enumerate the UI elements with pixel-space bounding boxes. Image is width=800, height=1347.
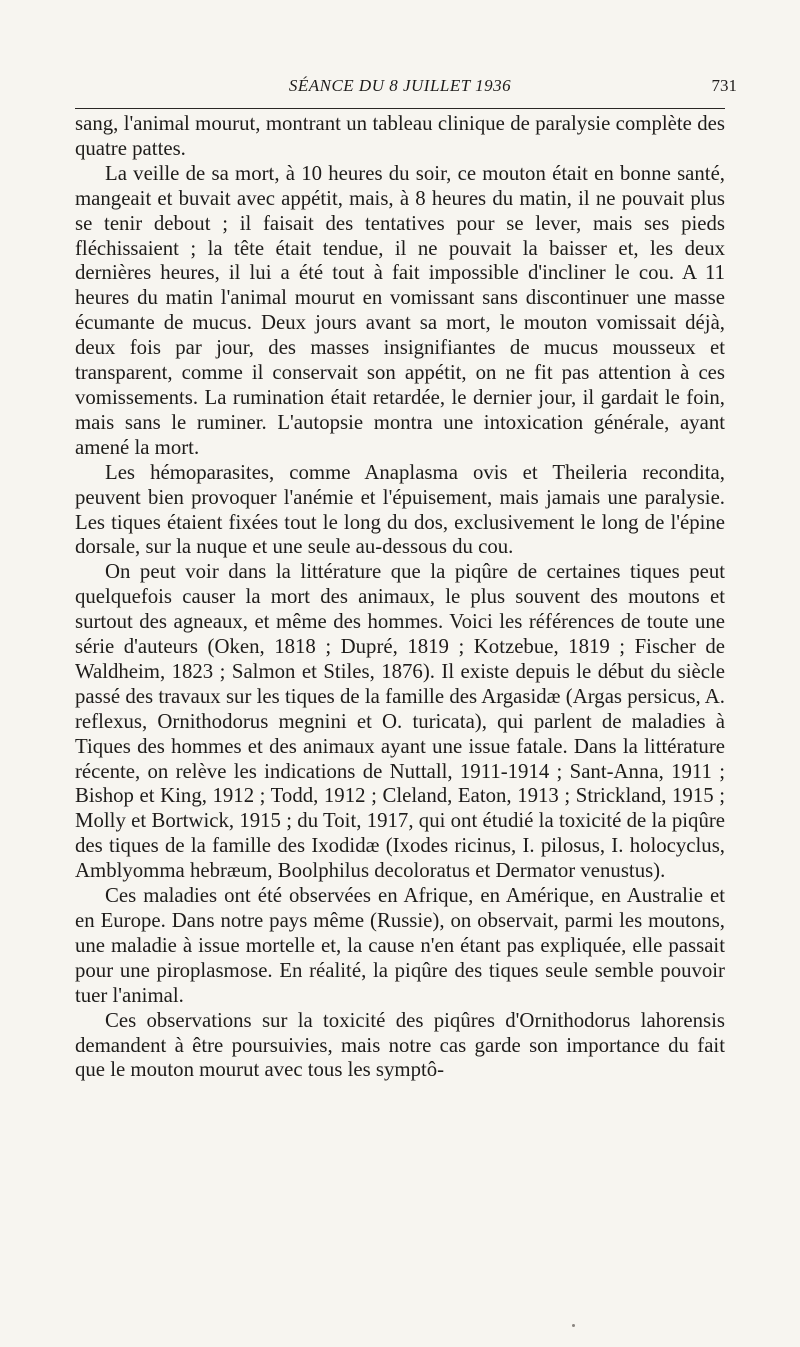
- paragraph-3: Les hémoparasites, comme Anaplasma ovis et Theileria recondita, peuvent bien provoquer l'anémie et l'épuisement, mais jamais une paralysie. Les tiques étaient fixées tout le long du dos, exclusivement le long de l'épine dorsale, sur la nuque et une seule au-dessous du cou.: [75, 460, 725, 559]
- page-header: [75, 72, 737, 102]
- running-title: SÉANCE DU 8 JUILLET 1936: [288, 76, 512, 95]
- paragraph-4: On peut voir dans la littérature que la piqûre de certaines tiques peut quelquefois causer la mort des animaux, le plus souvent des moutons et surtout des agneaux, et même des hommes. Voici les références de toute une série d'auteurs (Oken, 1818 ; Dupré, 1819 ; Kotzebue, 1819 ; Fischer de Waldheim, 1823 ; Salmon et Stiles, 1876). Il existe depuis le début du siècle passé des travaux sur les tiques de la famille des Argasidæ (Argas persicus, A. reflexus, Ornithodorus megnini et O. turicata), qui parlent de maladies à Tiques des hommes et des animaux ayant une issue fatale. Dans la littérature récente, on relève les indications de Nuttall, 1911-1914 ; Sant-Anna, 1911 ; Bishop et King, 1912 ; Todd, 1912 ; Cleland, Eaton, 1913 ; Strickland, 1915 ; Molly et Bortwick, 1915 ; du Toit, 1917, qui ont étudié la toxicité de la piqûre des tiques de la famille des Ixodidæ (Ixodes ricinus, I. pilosus, I. holocyclus, Amblyomma hebræum, Boolphilus decoloratus et Dermator venustus).: [75, 560, 725, 883]
- paper-speck: [572, 1324, 575, 1327]
- paragraph-1: sang, l'animal mourut, montrant un tableau clinique de paralysie complète des quatre pattes.: [75, 112, 725, 160]
- body-text: [75, 112, 725, 1083]
- page-number: 731: [711, 76, 737, 95]
- paragraph-2: La veille de sa mort, à 10 heures du soir, ce mouton était en bonne santé, mangeait et buvait avec appétit, mais, à 8 heures du matin, il ne pouvait plus se tenir debout ; il faisait des tentatives pour se lever, mais ses pieds fléchissaient ; la tête était tendue, il ne pouvait la baisser et, les deux dernières heures, il lui a été tout à fait impossible d'incliner le cou. A 11 heures du matin l'animal mourut en vomissant sans discontinuer une masse écumante de mucus. Deux jours avant sa mort, le mouton vomissait déjà, deux fois par jour, des masses insignifiantes de mucus mousseux et transparent, comme il conservait son appétit, on ne fit pas attention à ces vomissements. La rumination était retardée, le dernier jour, il gardait le foin, mais sans le ruminer. L'autopsie montra une intoxication générale, ayant amené la mort.: [75, 161, 725, 459]
- paragraph-5: Ces maladies ont été observées en Afrique, en Amérique, en Australie et en Europe. Dans notre pays même (Russie), on observait, parmi les moutons, une maladie à issue mortelle et, la cause n'en étant pas expliquée, elle passait pour une piroplasmose. En réalité, la piqûre des tiques seule semble pouvoir tuer l'animal.: [75, 884, 725, 1007]
- header-rule: [75, 108, 725, 109]
- paragraph-6: Ces observations sur la toxicité des piqûres d'Ornithodorus lahorensis demandent à être poursuivies, mais notre cas garde son importance du fait que le mouton mourut avec tous les symptô-: [75, 1008, 725, 1082]
